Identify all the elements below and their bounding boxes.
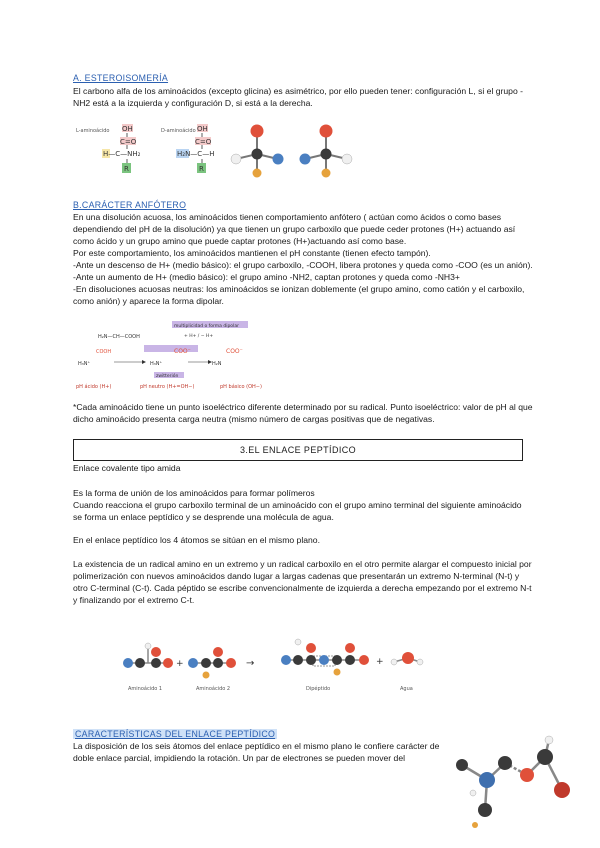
peptide-plane-model xyxy=(447,735,577,835)
section-a-heading: A. ESTEROISOMERÍA xyxy=(73,73,169,83)
label-dipeptide: Dipéptido xyxy=(306,686,331,692)
amph-reaction-label: + H+ / − H+ xyxy=(184,334,214,339)
section-c xyxy=(73,728,443,764)
section-3-paragraph-2: En el enlace peptídico los 4 átomos se sitúan en el mismo plano. xyxy=(73,535,320,545)
section-b-paragraph-5: -En disoluciones acuosas neutras: los aminoácidos se ionizan doblemente (el grupo amino, como catión y el carboxilo, como anión) y aparece la forma dipolar. xyxy=(73,284,525,306)
molecule-model-l xyxy=(231,125,284,178)
section-a-text: El carbono alfa de los aminoácidos (excepto glicina) es asimétrico, por ello pueden tener: configuración L, si el grupo -NH2 está a la izquierda y configuración D, si está a la derecha. xyxy=(73,86,523,108)
section-3-paragraph-3-block xyxy=(73,558,533,606)
label-aminoacid-1: Aminoácido 1 xyxy=(128,686,163,692)
section-3-paragraph-1 xyxy=(73,487,533,523)
label-aminoacid-2: Aminoácido 2 xyxy=(196,686,231,692)
section-b-paragraph-1: En una disolución acuosa, los aminoácidos tienen comportamiento anfótero ( actúan como ácidos o como bases dependiendo del pH de la disolución) ya que tienen un grupo carboxilo que puede ceder protones (H+) actuando así como ácido y un grupo amino que puede captar protones (H+)actuando así como base. xyxy=(73,212,516,246)
amph-cooh-left: COOH xyxy=(96,349,112,355)
l-co-text: C=O xyxy=(120,138,137,146)
peptide-plus-2: + xyxy=(376,657,384,667)
section-3-subtitle-block xyxy=(73,462,533,474)
amph-top-label: multiplicidad o forma dipolar xyxy=(174,324,239,329)
section-3-paragraph-1b: Cuando reacciona el grupo carboxilo terminal de un aminoácido con el grupo amino terminal del siguiente aminoácido se forma un enlace peptídico y se desprende una molécula de agua. xyxy=(73,500,522,522)
amph-top-formula: H₂N—CH—COOH xyxy=(98,334,140,340)
water-model xyxy=(391,652,423,665)
peptide-arrow: → xyxy=(246,658,255,669)
d-aminoacid-label: D-aminoácido xyxy=(161,128,196,134)
stereoisomer-figure xyxy=(74,121,374,189)
section-a xyxy=(73,72,533,109)
l-hcnh2-text: H—C—NH₂ xyxy=(103,150,141,158)
section-b-paragraph-3: -Ante un descenso de H+ (medio básico): el grupo carboxilo, -COOH, libera protones y queda como -COO (es un anión). xyxy=(73,260,533,270)
amph-nh3-left: H₃N⁺ xyxy=(78,361,91,367)
section-b-paragraph-4: -Ante un aumento de H+ (medio básico): el grupo amino -NH2, captan protones y queda como -NH3+ xyxy=(73,272,460,282)
l-r-text: R xyxy=(124,165,129,173)
amph-nh2-right: H₂N xyxy=(212,361,222,367)
amph-right-caption: pH básico (OH−) xyxy=(220,384,262,390)
section-3-paragraph-2-block xyxy=(73,534,533,546)
section-b-paragraph-2: Por este comportamiento, los aminoácidos mantienen el pH constante (tienen efecto tampón). xyxy=(73,248,431,258)
d-h2nch-text: H₂N—C—H xyxy=(177,150,215,158)
l-aminoacid-label: L-aminoácido xyxy=(76,128,110,134)
amph-coo-right: COO⁻ xyxy=(226,348,243,355)
amph-coo-middle: COO⁻ xyxy=(174,348,191,355)
d-r-text: R xyxy=(199,165,204,173)
label-water: Agua xyxy=(400,686,413,692)
amphoteric-figure xyxy=(74,320,274,392)
aminoacid-2-model xyxy=(188,647,236,679)
d-co-text: C=O xyxy=(195,138,212,146)
aminoacid-1-model xyxy=(123,643,173,668)
peptide-plus: + xyxy=(176,659,184,669)
section-c-text: La disposición de los seis átomos del enlace peptídico en el mismo plano le confiere carácter de doble enlace parcial, impidiendo la rotación. Un par de electrones se pueden mover del xyxy=(73,741,440,763)
peptide-bond-figure xyxy=(118,628,438,692)
section-3-paragraph-1a: Es la forma de unión de los aminoácidos para formar polímeros xyxy=(73,488,315,498)
section-3-title: 3.EL ENLACE PEPTÍDICO xyxy=(239,445,357,455)
section-c-heading: CARACTERÍSTICAS DEL ENLACE PEPTÍDICO xyxy=(75,729,276,739)
section-3-paragraph-3: La existencia de un radical amino en un extremo y un radical carboxilo en el otro permite alargar el compuesto inicial por polimerización con nuevos aminoácidos dando lugar a largas cadenas que presentarán un extremo N-terminal (N-t) y otro C-terminal (C-t). Cada péptido se escribe convencionalmente de izquierda a derecha empezando por el extremo N-t y finalizando por el extremo C-t. xyxy=(73,559,532,605)
amph-middle-box: zwitterión xyxy=(156,374,179,379)
isoelectric-note xyxy=(73,401,533,425)
amph-left-caption: pH ácido (H+) xyxy=(76,384,112,390)
section-3-title-box xyxy=(73,439,523,461)
amph-nh3-middle: H₃N⁺ xyxy=(150,361,163,367)
section-3-subtitle: Enlace covalente tipo amida xyxy=(73,463,181,473)
amph-middle-caption: pH neutro (H+=OH−) xyxy=(140,384,195,390)
d-oh-text: OH xyxy=(197,125,208,133)
molecule-model-d xyxy=(300,125,353,178)
dipeptide-model xyxy=(281,639,369,676)
isoelectric-note-text: *Cada aminoácido tiene un punto isoeléctrico diferente determinado por su radical. Punto isoeléctrico: valor de pH al que dicho aminoácido presenta carga neutra (mismo número de cargas positivas que de negativas. xyxy=(73,402,533,424)
section-b xyxy=(73,199,533,307)
section-b-heading: B.CARÁCTER ANFÓTERO xyxy=(73,200,187,210)
l-oh-text: OH xyxy=(122,125,133,133)
